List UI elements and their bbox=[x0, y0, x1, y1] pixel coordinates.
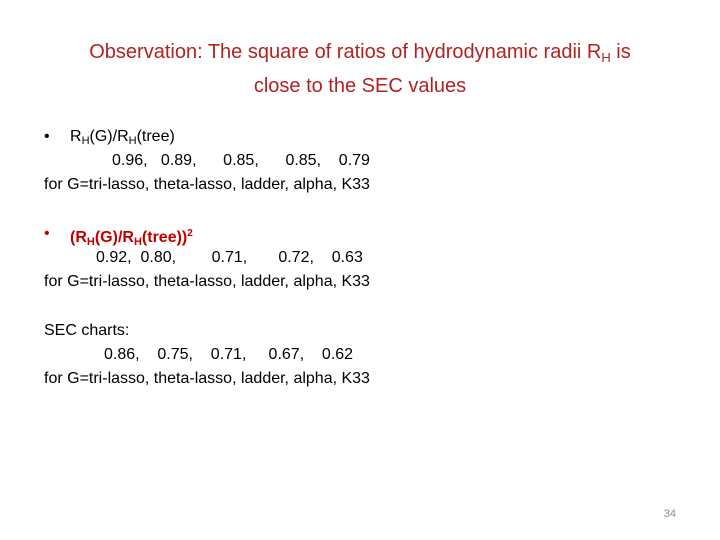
label-end: (tree) bbox=[136, 128, 175, 145]
section-rh-ratio-squared bbox=[44, 223, 684, 293]
label-r: R bbox=[70, 128, 82, 145]
label-sup: 2 bbox=[187, 228, 193, 239]
sec-charts-heading: SEC charts: bbox=[44, 322, 130, 339]
sec-charts-values: 0.86, 0.75, 0.71, 0.67, 0.62 bbox=[104, 346, 354, 363]
label-mid: (G)/R bbox=[89, 128, 129, 145]
label-sub: H bbox=[86, 236, 95, 248]
label-sub: H bbox=[133, 236, 142, 248]
title-line-1-end: is bbox=[610, 41, 631, 63]
title-line-2: close to the SEC values bbox=[253, 75, 467, 97]
rh-ratio-squared-for-line: for G=tri-lasso, theta-lasso, ladder, alpha, K33 bbox=[44, 273, 370, 290]
label-open: (R bbox=[70, 229, 87, 246]
rh-ratio-squared-values: 0.92, 0.80, 0.71, 0.72, 0.63 bbox=[96, 249, 363, 266]
rh-ratio-for-line: for G=tri-lasso, theta-lasso, ladder, alpha, K33 bbox=[44, 176, 370, 193]
bullet: • bbox=[44, 225, 50, 242]
slide-title bbox=[0, 38, 720, 100]
section-sec-charts bbox=[44, 320, 684, 390]
label-sub: H bbox=[128, 135, 137, 147]
rh-ratio-values: 0.96, 0.89, 0.85, 0.85, 0.79 bbox=[112, 152, 370, 169]
section-rh-ratio bbox=[44, 126, 684, 196]
label-mid: (G)/R bbox=[94, 229, 134, 246]
title-subscript: H bbox=[601, 50, 611, 65]
sec-charts-for-line: for G=tri-lasso, theta-lasso, ladder, alpha, K33 bbox=[44, 370, 370, 387]
label-sub: H bbox=[81, 135, 90, 147]
bullet: • bbox=[44, 128, 50, 145]
title-line-1-text: Observation: The square of ratios of hydrodynamic radii R bbox=[89, 41, 602, 63]
title-line-1 bbox=[0, 38, 720, 72]
page-number: 34 bbox=[663, 508, 676, 520]
label-end: (tree)) bbox=[141, 229, 188, 246]
rh-ratio-label bbox=[70, 126, 175, 152]
